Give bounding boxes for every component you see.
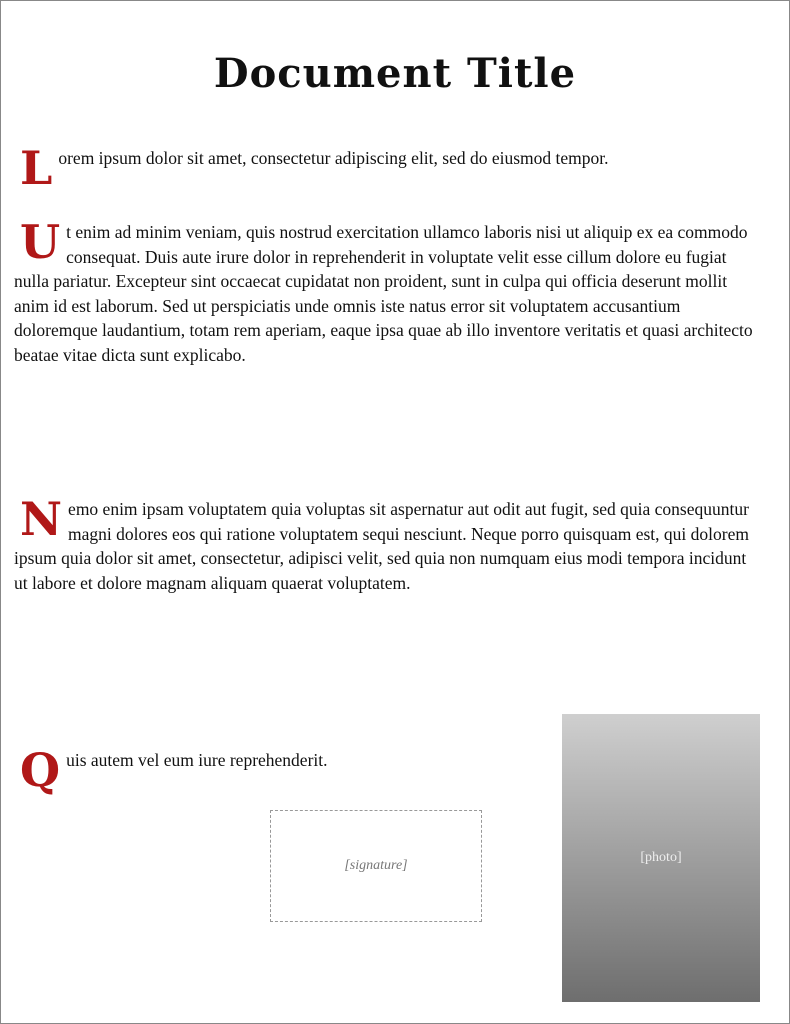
paragraph: [14, 492, 764, 595]
photo-placeholder: [photo]: [562, 714, 760, 1002]
paragraph-text: uis autem vel eum iure reprehenderit.: [66, 750, 328, 770]
paragraph-text: orem ipsum dolor sit amet, consectetur adipiscing elit, sed do eiusmod tempor.: [58, 148, 609, 168]
page-title: Document Title: [213, 50, 577, 97]
paragraph-text: t enim ad minim veniam, quis nostrud exercitation ullamco laboris nisi ut aliquip ex ea commodo consequat. Duis aute irure dolor in reprehenderit in voluptate velit esse cillum dolore eu fugiat nulla pariatur. Excepteur sint occaecat cupidatat non proident, sunt in culpa qui officia deserunt mollit anim id est laborum. Sed ut perspiciatis unde omnis iste natus error sit voluptatem accusantium doloremque laudantium, totam rem aperiam, eaque ipsa quae ab illo inventore veritatis et quasi architecto beatae vitae dicta sunt explicabo.: [14, 222, 753, 365]
drop-cap: N: [20, 492, 63, 546]
paragraph: [14, 743, 554, 797]
paragraph: [14, 215, 764, 367]
paragraph-text: emo enim ipsam voluptatem quia voluptas sit aspernatur aut odit aut fugit, sed quia consequuntur magni dolores eos qui ratione voluptatem sequi nesciunt. Neque porro quisquam est, qui dolorem ipsum quia dolor sit amet, consectetur, adipisci velit, sed quia non numquam eius modi tempora incidunt ut labore et dolore magnam aliquam quaerat voluptatem.: [14, 499, 749, 593]
drop-cap: U: [20, 215, 61, 269]
paragraph: [14, 141, 764, 195]
signature-placeholder: [signature]: [270, 810, 482, 922]
drop-cap: Q: [20, 743, 61, 797]
drop-cap: L: [20, 141, 53, 195]
